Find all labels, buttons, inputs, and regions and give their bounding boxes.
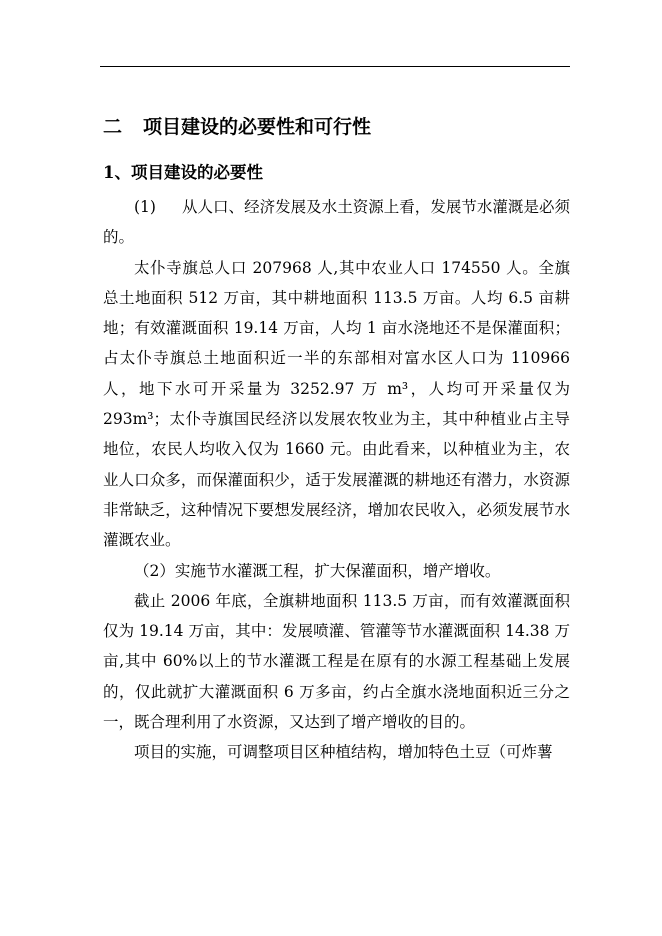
section-title: 项目建设的必要性和可行性 xyxy=(143,116,372,138)
paragraph: 项目的实施，可调整项目区种植结构，增加特色土豆（可炸薯 xyxy=(134,743,553,762)
subsection-heading: 1、项目建设的必要性 xyxy=(103,163,263,182)
list-marker: (1) xyxy=(134,198,156,216)
body-text xyxy=(103,192,570,768)
header-rule xyxy=(100,66,570,67)
paragraph: (1) 从人口、经济发展及水土资源上看，发展节水灌溉是必须的。 xyxy=(103,198,570,247)
section-heading xyxy=(103,112,371,139)
paragraph: 截止 2006 年底，全旗耕地面积 113.5 万亩，而有效灌溉面积仅为 19.14 万亩，其中：发展喷灌、管灌等节水灌溉面积 14.38 万亩,其中 60%以上的节水灌溉工程是在原有的水源工程基础上发展的，仅此就扩大灌溉面积 6 万多亩，约占全旗水浇地面积近三分之一，既合理利用了水资源，又达到了增产增收的目的。 xyxy=(103,591,570,732)
paragraph: 太仆寺旗总人口 207968 人,其中农业人口 174550 人。全旗总土地面积 512 万亩，其中耕地面积 113.5 万亩。人均 6.5 亩耕地；有效灌溉面积 19.14 万亩，人均 1 亩水浇地还不是保灌面积；占太仆寺旗总土地面积近一半的东部相对富水区人口为 110966 人，地下水可开采量为 3252.97 万 m³，人均可开采量仅为 293m³；太仆寺旗国民经济以发展农牧业为主，其中种植业占主导地位，农民人均收入仅为 1660 元。由此看来，以种植业为主，农业人口众多，而保灌面积少，适于发展灌溉的耕地还有潜力，水资源非常缺乏，这种情况下要想发展经济，增加农民收入，必须发展节水灌溉农业。 xyxy=(103,258,570,550)
section-number: 二 xyxy=(103,116,123,138)
paragraph: （2）实施节水灌溉工程，扩大保灌面积，增产增收。 xyxy=(134,561,501,580)
